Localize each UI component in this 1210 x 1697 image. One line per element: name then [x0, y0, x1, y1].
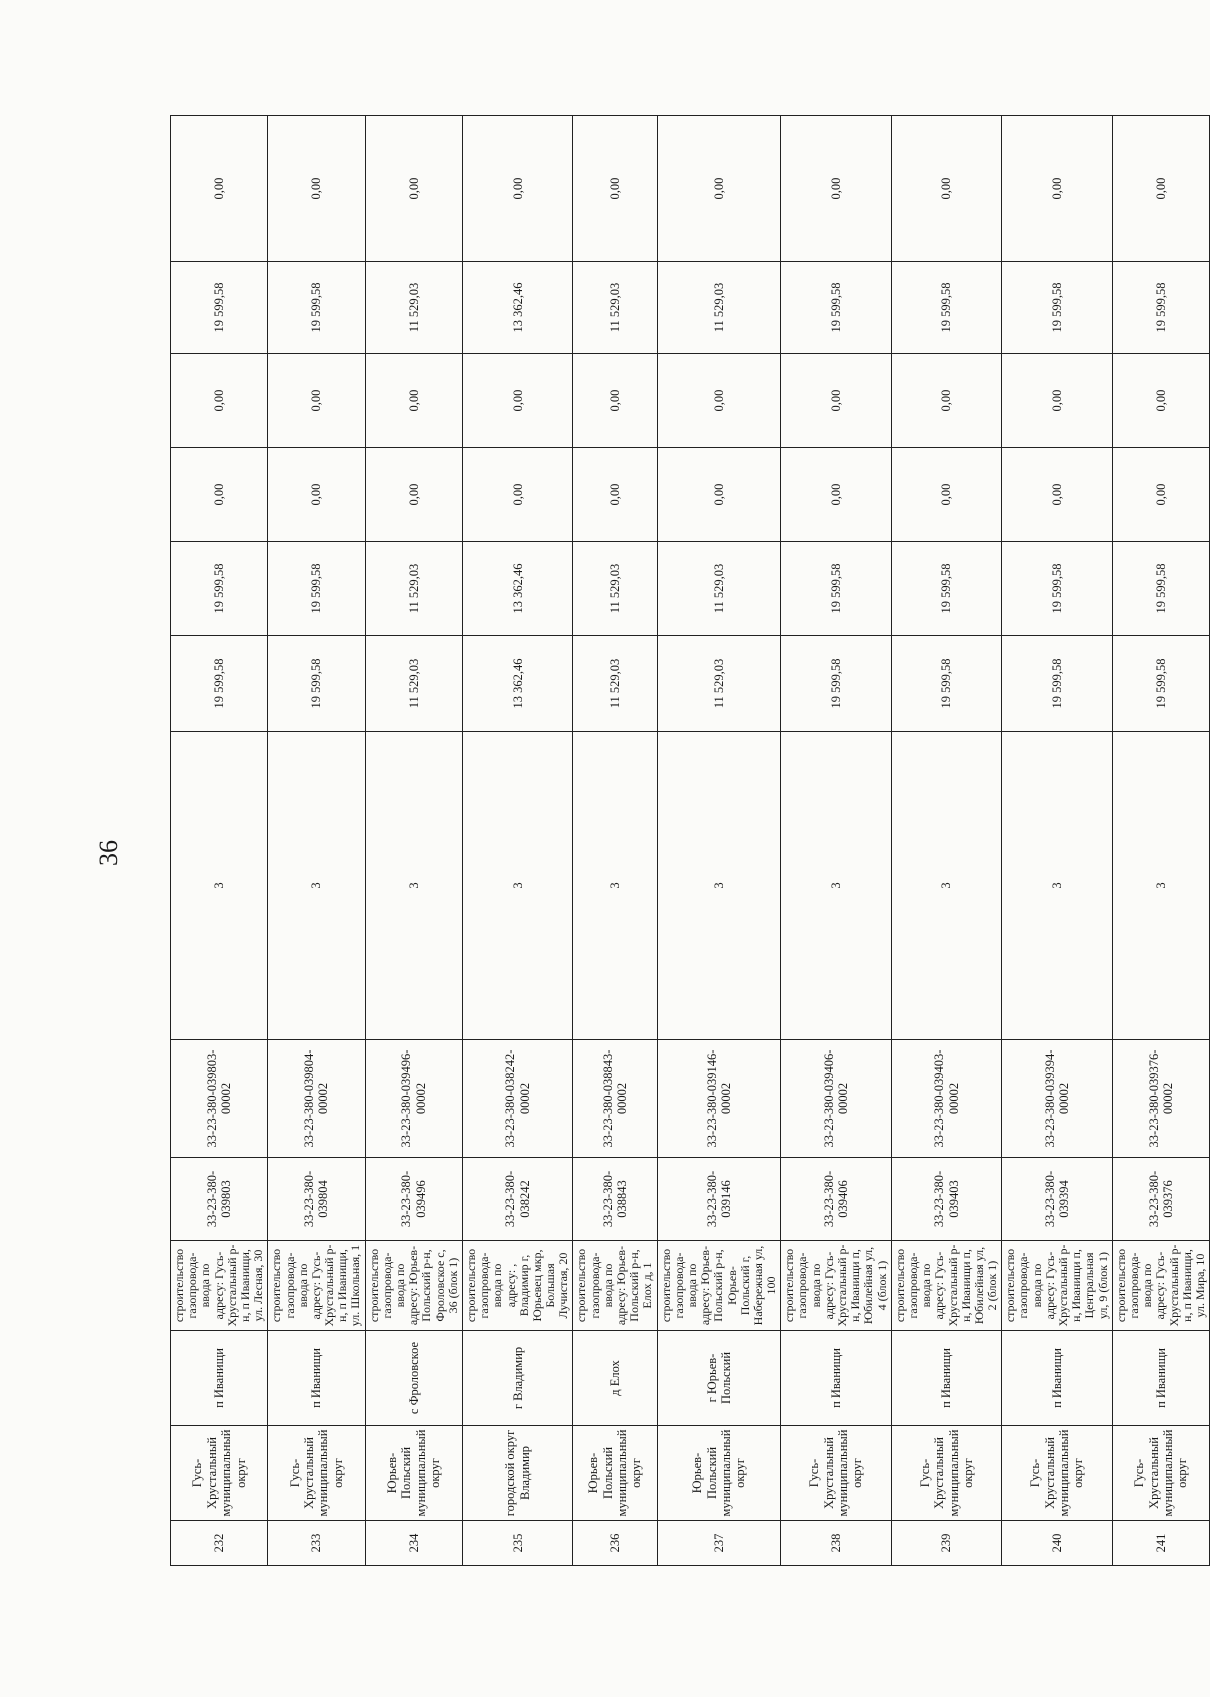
object-code-cell: 33-23-380-039406-00002	[781, 1040, 892, 1158]
object-cell: строительство газопровода-ввода по адресу: Юрьев-Польский р-н, Фроловское с, 36 (блок 1)	[365, 1241, 462, 1331]
cadastral-number-cell: 33-23-380-039146	[657, 1158, 781, 1241]
amount-total-cell: 19 599,58	[1002, 636, 1113, 732]
table-row	[657, 116, 781, 1566]
table-row	[268, 116, 365, 1566]
row-number: 234	[365, 1521, 462, 1566]
object-cell: строительство газопровода-ввода по адресу: Гусь-Хрустальный р-н, Иванищи п, Юбилейная ул, 2 (блок 1)	[891, 1241, 1002, 1331]
object-cell: строительство газопровода-ввода по адресу: Гусь-Хрустальный р-н, п Иванищи, ул. Мира, 10	[1112, 1241, 1209, 1331]
amount-other-cell: 0,00	[657, 116, 781, 262]
cadastral-number-cell: 33-23-380-038242	[462, 1158, 573, 1241]
category-cell: 3	[1112, 732, 1209, 1040]
object-code-cell: 33-23-380-039394-00002	[1002, 1040, 1113, 1158]
locality-cell: п Иванищи	[1112, 1331, 1209, 1426]
amount-regional-cell: 0,00	[891, 354, 1002, 448]
cadastral-number-cell: 33-23-380-039496	[365, 1158, 462, 1241]
municipality-cell: Гусь-Хрустальный муниципальный округ	[1112, 1426, 1209, 1521]
municipality-cell: Юрьев-Польский муниципальный округ	[573, 1426, 657, 1521]
category-cell: 3	[365, 732, 462, 1040]
amount-federal-cell: 0,00	[781, 448, 892, 542]
category-cell: 3	[462, 732, 573, 1040]
amount-federal-cell: 0,00	[365, 448, 462, 542]
amount-local-cell: 11 529,03	[365, 262, 462, 354]
amount-local-cell: 19 599,58	[1002, 262, 1113, 354]
amount-regional-cell: 0,00	[573, 354, 657, 448]
object-cell: строительство газопровода-ввода по адресу: Гусь-Хрустальный р-н, Иванищи п, Центральная ул, 9 (блок 1)	[1002, 1241, 1113, 1331]
municipality-cell: Гусь-Хрустальный муниципальный округ	[891, 1426, 1002, 1521]
amount-sum-cell: 11 529,03	[657, 542, 781, 636]
amount-other-cell: 0,00	[891, 116, 1002, 262]
municipality-cell: городской округ Владимир	[462, 1426, 573, 1521]
amount-federal-cell: 0,00	[171, 448, 268, 542]
amount-sum-cell: 19 599,58	[1112, 542, 1209, 636]
cadastral-number-cell: 33-23-380-039406	[781, 1158, 892, 1241]
municipality-cell: Гусь-Хрустальный муниципальный округ	[781, 1426, 892, 1521]
table-row	[1112, 116, 1209, 1566]
object-cell: строительство газопровода-ввода по адресу: Гусь-Хрустальный р-н, п Иванищи, ул. Лесная, 30	[171, 1241, 268, 1331]
category-cell: 3	[171, 732, 268, 1040]
locality-cell: г Юрьев-Польский	[657, 1331, 781, 1426]
amount-other-cell: 0,00	[1112, 116, 1209, 262]
object-code-cell: 33-23-380-038843-00002	[573, 1040, 657, 1158]
object-cell: строительство газопровода-ввода по адресу: Гусь-Хрустальный р-н, п Иванищи, ул. Школьная, 1	[268, 1241, 365, 1331]
table-row	[171, 116, 268, 1566]
locality-cell: п Иванищи	[171, 1331, 268, 1426]
amount-regional-cell: 0,00	[268, 354, 365, 448]
amount-local-cell: 11 529,03	[657, 262, 781, 354]
municipality-cell: Гусь-Хрустальный муниципальный округ	[1002, 1426, 1113, 1521]
cadastral-number-cell: 33-23-380-039804	[268, 1158, 365, 1241]
category-cell: 3	[268, 732, 365, 1040]
amount-local-cell: 19 599,58	[891, 262, 1002, 354]
table-body	[171, 116, 1210, 1566]
amount-sum-cell: 19 599,58	[268, 542, 365, 636]
amount-local-cell: 19 599,58	[781, 262, 892, 354]
table-container	[170, 116, 1207, 1566]
amount-local-cell: 11 529,03	[573, 262, 657, 354]
row-number: 240	[1002, 1521, 1113, 1566]
table-row	[365, 116, 462, 1566]
row-number: 241	[1112, 1521, 1209, 1566]
amount-regional-cell: 0,00	[781, 354, 892, 448]
data-table	[170, 115, 1210, 1566]
locality-cell: п Иванищи	[891, 1331, 1002, 1426]
row-number: 233	[268, 1521, 365, 1566]
table-row	[573, 116, 657, 1566]
amount-other-cell: 0,00	[365, 116, 462, 262]
amount-other-cell: 0,00	[781, 116, 892, 262]
row-number: 237	[657, 1521, 781, 1566]
amount-local-cell: 19 599,58	[268, 262, 365, 354]
amount-regional-cell: 0,00	[462, 354, 573, 448]
amount-regional-cell: 0,00	[365, 354, 462, 448]
cadastral-number-cell: 33-23-380-039376	[1112, 1158, 1209, 1241]
cadastral-number-cell: 33-23-380-039403	[891, 1158, 1002, 1241]
locality-cell: п Иванищи	[1002, 1331, 1113, 1426]
amount-total-cell: 19 599,58	[1112, 636, 1209, 732]
locality-cell: г Владимир	[462, 1331, 573, 1426]
amount-total-cell: 11 529,03	[365, 636, 462, 732]
amount-federal-cell: 0,00	[462, 448, 573, 542]
amount-total-cell: 13 362,46	[462, 636, 573, 732]
table-row	[781, 116, 892, 1566]
amount-federal-cell: 0,00	[1002, 448, 1113, 542]
row-number: 236	[573, 1521, 657, 1566]
amount-sum-cell: 11 529,03	[365, 542, 462, 636]
amount-sum-cell: 19 599,58	[781, 542, 892, 636]
locality-cell: п Иванищи	[268, 1331, 365, 1426]
municipality-cell: Юрьев-Польский муниципальный округ	[365, 1426, 462, 1521]
cadastral-number-cell: 33-23-380-039803	[171, 1158, 268, 1241]
object-code-cell: 33-23-380-039146-00002	[657, 1040, 781, 1158]
table-row	[891, 116, 1002, 1566]
amount-local-cell: 13 362,46	[462, 262, 573, 354]
amount-total-cell: 11 529,03	[573, 636, 657, 732]
amount-regional-cell: 0,00	[171, 354, 268, 448]
amount-total-cell: 11 529,03	[657, 636, 781, 732]
object-code-cell: 33-23-380-039376-00002	[1112, 1040, 1209, 1158]
municipality-cell: Юрьев-Польский муниципальный округ	[657, 1426, 781, 1521]
amount-total-cell: 19 599,58	[268, 636, 365, 732]
locality-cell: с Фроловское	[365, 1331, 462, 1426]
category-cell: 3	[781, 732, 892, 1040]
object-code-cell: 33-23-380-039403-00002	[891, 1040, 1002, 1158]
table-row	[462, 116, 573, 1566]
amount-other-cell: 0,00	[171, 116, 268, 262]
municipality-cell: Гусь-Хрустальный муниципальный округ	[171, 1426, 268, 1521]
object-code-cell: 33-23-380-038242-00002	[462, 1040, 573, 1158]
municipality-cell: Гусь-Хрустальный муниципальный округ	[268, 1426, 365, 1521]
object-cell: строительство газопровода-ввода по адресу: Юрьев-Польский р-н, Юрьев-Польский г, Набережная ул, 100	[657, 1241, 781, 1331]
amount-federal-cell: 0,00	[657, 448, 781, 542]
amount-sum-cell: 19 599,58	[891, 542, 1002, 636]
amount-total-cell: 19 599,58	[891, 636, 1002, 732]
amount-other-cell: 0,00	[462, 116, 573, 262]
amount-other-cell: 0,00	[573, 116, 657, 262]
object-code-cell: 33-23-380-039804-00002	[268, 1040, 365, 1158]
row-number: 232	[171, 1521, 268, 1566]
object-code-cell: 33-23-380-039803-00002	[171, 1040, 268, 1158]
amount-federal-cell: 0,00	[573, 448, 657, 542]
amount-federal-cell: 0,00	[268, 448, 365, 542]
object-cell: строительство газопровода-ввода по адресу: , Владимир г, Юрьевец мкр, Большая Лучистая, 20	[462, 1241, 573, 1331]
locality-cell: п Иванищи	[781, 1331, 892, 1426]
amount-total-cell: 19 599,58	[781, 636, 892, 732]
amount-other-cell: 0,00	[1002, 116, 1113, 262]
amount-regional-cell: 0,00	[1112, 354, 1209, 448]
object-cell: строительство газопровода-ввода по адресу: Гусь-Хрустальный р-н, Иванищи п, Юбилейная ул, 4 (блок 1)	[781, 1241, 892, 1331]
object-cell: строительство газопровода-ввода по адресу: Юрьев-Польский р-н, Елох д, 1	[573, 1241, 657, 1331]
category-cell: 3	[1002, 732, 1113, 1040]
object-code-cell: 33-23-380-039496-00002	[365, 1040, 462, 1158]
page-number: 36	[94, 840, 123, 866]
category-cell: 3	[891, 732, 1002, 1040]
category-cell: 3	[573, 732, 657, 1040]
amount-local-cell: 19 599,58	[171, 262, 268, 354]
row-number: 235	[462, 1521, 573, 1566]
row-number: 239	[891, 1521, 1002, 1566]
amount-regional-cell: 0,00	[657, 354, 781, 448]
amount-federal-cell: 0,00	[1112, 448, 1209, 542]
cadastral-number-cell: 33-23-380-038843	[573, 1158, 657, 1241]
amount-sum-cell: 19 599,58	[171, 542, 268, 636]
locality-cell: д Елох	[573, 1331, 657, 1426]
amount-sum-cell: 19 599,58	[1002, 542, 1113, 636]
row-number: 238	[781, 1521, 892, 1566]
amount-federal-cell: 0,00	[891, 448, 1002, 542]
cadastral-number-cell: 33-23-380-039394	[1002, 1158, 1113, 1241]
amount-sum-cell: 13 362,46	[462, 542, 573, 636]
category-cell: 3	[657, 732, 781, 1040]
amount-other-cell: 0,00	[268, 116, 365, 262]
amount-total-cell: 19 599,58	[171, 636, 268, 732]
table-row	[1002, 116, 1113, 1566]
amount-sum-cell: 11 529,03	[573, 542, 657, 636]
amount-local-cell: 19 599,58	[1112, 262, 1209, 354]
amount-regional-cell: 0,00	[1002, 354, 1113, 448]
